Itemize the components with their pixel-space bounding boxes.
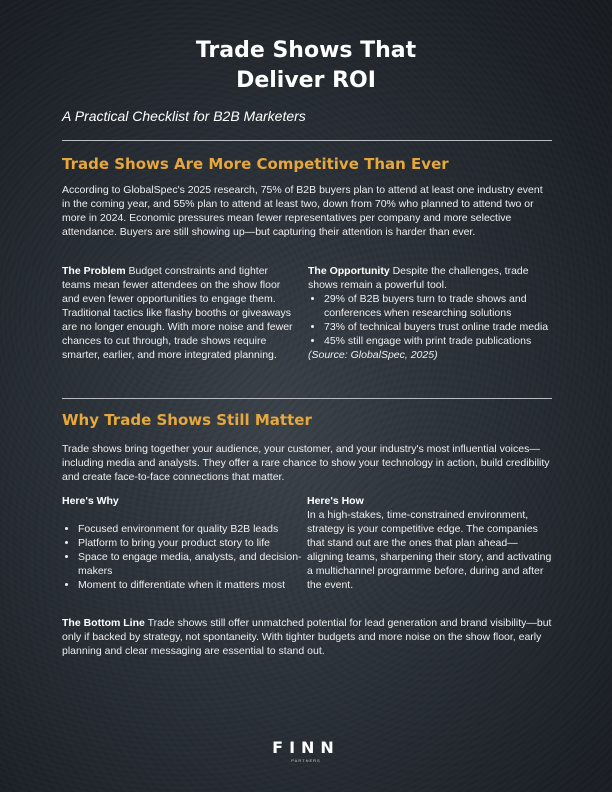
opportunity-text: Despite the challenges, trade shows remain a powerful tool.: [308, 265, 529, 291]
why-bullets: [62, 522, 302, 592]
section1-heading: Trade Shows Are More Competitive Than Ever: [62, 155, 449, 173]
problem-label: The Problem: [62, 265, 126, 277]
list-item: • Space to engage media, analysts, and decision-makers: [78, 550, 302, 578]
title-line-1: Trade Shows That: [195, 38, 417, 63]
page-subtitle: A Practical Checklist for B2B Marketers: [62, 108, 306, 124]
list-item: • Moment to differentiate when it matters most: [78, 578, 302, 592]
how-block: [307, 494, 552, 592]
bottom-line-block: [62, 616, 552, 658]
list-item: • 45% still engage with print trade publications: [324, 334, 552, 348]
bottom-line-text: Trade shows still offer unmatched potential for lead generation and brand visibility—but only if backed by strategy, not spontaneity. With tighter budgets and more noise on the show floor, early planning and clear messaging are essential to stand out.: [62, 617, 552, 657]
section2-intro: Trade shows bring together your audience, your customer, and your industry's most influential voices—including media and analysts. They offer a rare chance to show your technology in action, build credibility and create face-to-face connections that matter.: [62, 443, 550, 483]
list-item: • Platform to bring your product story to life: [78, 536, 302, 550]
opportunity-block: [308, 264, 552, 362]
problem-block: [62, 264, 297, 362]
why-label: Here's Why: [62, 495, 119, 507]
page-title: [0, 36, 612, 96]
list-item: • 73% of technical buyers trust online trade media: [324, 320, 552, 334]
bottom-line-label: The Bottom Line: [62, 617, 145, 629]
opportunity-label: The Opportunity: [308, 265, 390, 277]
logo-subtext: PARTNERS: [291, 758, 321, 763]
problem-text: Budget constraints and tighter teams mean fewer attendees on the show floor and even fewer opportunities to engage them. Traditional tactics like flashy booths or giveaways are no longer enough. With more noise and fewer chances to cut through, trade shows require smarter, earlier, and more integrated planning.: [62, 265, 293, 361]
why-block: [62, 494, 302, 592]
title-line-2: Deliver ROI: [236, 68, 376, 93]
logo-wordmark: FINN: [272, 738, 340, 757]
divider-middle: [62, 398, 552, 399]
divider-top: [62, 140, 552, 141]
section1-intro: According to GlobalSpec's 2025 research, 75% of B2B buyers plan to attend at least one industry event in the coming year, and 55% plan to attend at least two, down from 70% who planned to attend two or more in 2024. Economic pressures mean fewer representatives per company and more selective attendance. Buyers are still showing up—but capturing their attention is harder than ever.: [62, 184, 543, 238]
list-item: • Focused environment for quality B2B leads: [78, 522, 302, 536]
list-item: • 29% of B2B buyers turn to trade shows and conferences when researching solutions: [324, 292, 552, 320]
how-text: In a high-stakes, time-constrained environment, strategy is your competitive edge. The companies that stand out are the ones that plan ahead—aligning teams, sharpening their story, and activating a multichannel programme before, during and after the event.: [307, 509, 552, 591]
opportunity-source: (Source: GlobalSpec, 2025): [308, 349, 438, 361]
how-label: Here's How: [307, 495, 364, 507]
finn-partners-logo: [0, 738, 612, 763]
opportunity-bullets: [308, 292, 552, 348]
section2-heading: Why Trade Shows Still Matter: [62, 411, 312, 429]
